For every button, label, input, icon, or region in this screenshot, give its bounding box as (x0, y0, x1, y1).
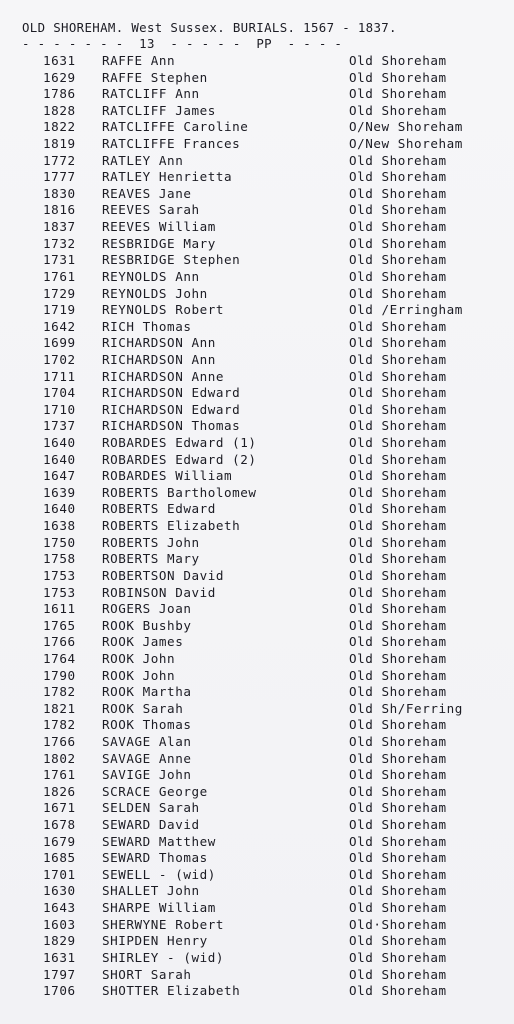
burial-name: SHERWYNE Robert (102, 916, 224, 932)
table-row (0, 850, 514, 867)
table-row (0, 767, 514, 784)
burial-name: REAVES Jane (102, 185, 192, 201)
burial-place: O/New Shoreham (349, 136, 463, 152)
burial-place: Old Shoreham (349, 866, 447, 882)
table-row (0, 967, 514, 984)
burial-place: Old Shoreham (349, 102, 447, 118)
burial-year: 1816 (43, 202, 76, 218)
burial-place: Old Shoreham (349, 983, 447, 999)
burial-year: 1671 (43, 800, 76, 816)
burial-year: 1640 (43, 451, 76, 467)
burial-name: ROBERTS Bartholomew (102, 484, 257, 500)
burial-year: 1731 (43, 252, 76, 268)
burial-name: ROOK Bushby (102, 617, 192, 633)
burial-year: 1737 (43, 418, 76, 434)
burial-name: REYNOLDS Ann (102, 268, 200, 284)
burial-name: ROBERTS John (102, 534, 200, 550)
burial-place: Old Shoreham (349, 285, 447, 301)
burial-place: Old Shoreham (349, 800, 447, 816)
burial-place: Old Shoreham (349, 418, 447, 434)
burial-name: RICHARDSON Ann (102, 351, 216, 367)
burial-name: SAVIGE John (102, 767, 192, 783)
table-row (0, 634, 514, 651)
table-row (0, 501, 514, 518)
burial-name: ROGERS Joan (102, 601, 192, 617)
burial-place: Old Shoreham (349, 385, 447, 401)
burial-year: 1766 (43, 634, 76, 650)
burial-year: 1758 (43, 551, 76, 567)
burial-place: Old·Shoreham (349, 916, 447, 932)
table-row (0, 385, 514, 402)
table-row (0, 518, 514, 535)
burial-place: Old Shoreham (349, 584, 447, 600)
burial-place: Old Shoreham (349, 69, 447, 85)
burial-place: Old Shoreham (349, 617, 447, 633)
burial-year: 1753 (43, 584, 76, 600)
burial-name: RATCLIFFE Caroline (102, 119, 249, 135)
table-row (0, 335, 514, 352)
burial-year: 1761 (43, 767, 76, 783)
table-row (0, 618, 514, 635)
burial-year: 1642 (43, 318, 76, 334)
burial-name: REYNOLDS Robert (102, 302, 224, 318)
table-row (0, 651, 514, 668)
burial-name: REYNOLDS John (102, 285, 208, 301)
burial-year: 1753 (43, 567, 76, 583)
burial-name: RICHARDSON Anne (102, 368, 224, 384)
burial-name: ROBARDES Edward (2) (102, 451, 257, 467)
table-row (0, 70, 514, 87)
burial-place: Old Shoreham (349, 202, 447, 218)
burial-year: 1702 (43, 351, 76, 367)
burial-year: 1777 (43, 169, 76, 185)
burial-place: O/New Shoreham (349, 119, 463, 135)
burial-name: SEWARD Thomas (102, 850, 208, 866)
table-row (0, 53, 514, 70)
burial-name: SHALLET John (102, 883, 200, 899)
burial-year: 1699 (43, 335, 76, 351)
dashes-left: - - - - - - - (22, 36, 124, 51)
burial-name: RATLEY Ann (102, 152, 184, 168)
burial-place: Old Shoreham (349, 185, 447, 201)
table-row (0, 784, 514, 801)
burial-place: Old Shoreham (349, 501, 447, 517)
burial-place: Old Shoreham (349, 817, 447, 833)
burial-year: 1603 (43, 916, 76, 932)
burial-year: 1685 (43, 850, 76, 866)
burial-year: 1611 (43, 601, 76, 617)
burial-year: 1828 (43, 102, 76, 118)
burial-year: 1819 (43, 136, 76, 152)
burial-place: Old Shoreham (349, 484, 447, 500)
burial-name: ROBARDES William (102, 468, 233, 484)
burial-year: 1643 (43, 900, 76, 916)
burial-name: SCRACE George (102, 783, 208, 799)
burial-name: SAVAGE Anne (102, 750, 192, 766)
burial-year: 1830 (43, 185, 76, 201)
burial-year: 1732 (43, 235, 76, 251)
table-row (0, 86, 514, 103)
burial-name: RATCLIFF James (102, 102, 216, 118)
burial-name: SEWELL - (wid) (102, 866, 216, 882)
burial-year: 1638 (43, 518, 76, 534)
burial-place: Old Shoreham (349, 601, 447, 617)
burial-place: Old Shoreham (349, 335, 447, 351)
burial-year: 1782 (43, 717, 76, 733)
burial-place: Old Shoreham (349, 650, 447, 666)
burial-year: 1802 (43, 750, 76, 766)
table-row (0, 103, 514, 120)
burial-year: 1631 (43, 949, 76, 965)
burial-place: Old Shoreham (349, 767, 447, 783)
burial-list (0, 53, 514, 1000)
burial-year: 1629 (43, 69, 76, 85)
page-number: 13 (139, 36, 155, 51)
burial-place: Old Shoreham (349, 750, 447, 766)
burial-place: Old Shoreham (349, 783, 447, 799)
table-row (0, 585, 514, 602)
burial-year: 1822 (43, 119, 76, 135)
table-row (0, 435, 514, 452)
burial-name: SELDEN Sarah (102, 800, 200, 816)
table-row (0, 734, 514, 751)
dashes-right: - - - - (287, 36, 343, 51)
table-row (0, 136, 514, 153)
burial-place: Old Shoreham (349, 900, 447, 916)
burial-place: Old Shoreham (349, 268, 447, 284)
table-row (0, 219, 514, 236)
burial-name: SEWARD David (102, 817, 200, 833)
burial-name: RICHARDSON Ann (102, 335, 216, 351)
burial-place: Old Shoreham (349, 883, 447, 899)
burial-name: RICH Thomas (102, 318, 192, 334)
burial-name: RATCLIFF Ann (102, 86, 200, 102)
burial-year: 1790 (43, 667, 76, 683)
table-row (0, 917, 514, 934)
burial-year: 1797 (43, 966, 76, 982)
burial-place: Old Shoreham (349, 152, 447, 168)
burial-name: RICHARDSON Edward (102, 385, 241, 401)
burial-place: Old Shoreham (349, 169, 447, 185)
page-subheader (22, 36, 502, 51)
table-row (0, 319, 514, 336)
table-row (0, 684, 514, 701)
burial-name: ROOK Sarah (102, 700, 184, 716)
burial-year: 1631 (43, 53, 76, 68)
dashes-mid: - - - - - (170, 36, 241, 51)
burial-year: 1711 (43, 368, 76, 384)
burial-year: 1640 (43, 435, 76, 451)
burial-place: Old Shoreham (349, 53, 447, 68)
table-row (0, 485, 514, 502)
table-row (0, 202, 514, 219)
burial-name: SHIPDEN Henry (102, 933, 208, 949)
burial-name: ROBERTS Elizabeth (102, 518, 241, 534)
burial-name: RESBRIDGE Mary (102, 235, 216, 251)
table-row (0, 468, 514, 485)
burial-name: SHARPE William (102, 900, 216, 916)
burial-year: 1701 (43, 866, 76, 882)
table-row (0, 867, 514, 884)
burial-year: 1678 (43, 817, 76, 833)
burial-year: 1750 (43, 534, 76, 550)
burial-year: 1679 (43, 833, 76, 849)
burial-place: Old Shoreham (349, 949, 447, 965)
table-row (0, 535, 514, 552)
burial-name: ROBINSON David (102, 584, 216, 600)
burial-place: Old Shoreham (349, 435, 447, 451)
burial-place: Old Shoreham (349, 219, 447, 235)
burial-place: Old Shoreham (349, 534, 447, 550)
table-row (0, 236, 514, 253)
table-row (0, 452, 514, 469)
table-row (0, 668, 514, 685)
table-row (0, 701, 514, 718)
table-row (0, 418, 514, 435)
burial-place: Old Shoreham (349, 401, 447, 417)
burial-name: ROOK John (102, 650, 176, 666)
burial-name: RATCLIFFE Frances (102, 136, 241, 152)
burial-place: Old Shoreham (349, 318, 447, 334)
burial-name: ROBERTSON David (102, 567, 224, 583)
burial-year: 1729 (43, 285, 76, 301)
burial-year: 1772 (43, 152, 76, 168)
table-row (0, 302, 514, 319)
burial-place: Old Shoreham (349, 667, 447, 683)
burial-name: ROOK Martha (102, 684, 192, 700)
burial-name: SHORT Sarah (102, 966, 192, 982)
burial-year: 1761 (43, 268, 76, 284)
burial-place: Old Shoreham (349, 717, 447, 733)
burial-place: Old Shoreham (349, 733, 447, 749)
burial-place: Old Shoreham (349, 933, 447, 949)
burial-place: Old Shoreham (349, 518, 447, 534)
table-row (0, 568, 514, 585)
burial-name: ROOK James (102, 634, 184, 650)
table-row (0, 186, 514, 203)
burial-name: ROBERTS Mary (102, 551, 200, 567)
burial-name: REEVES William (102, 219, 216, 235)
page-title: OLD SHOREHAM. West Sussex. BURIALS. 1567 - 1837. (22, 20, 397, 35)
table-row (0, 883, 514, 900)
burial-year: 1764 (43, 650, 76, 666)
burial-place: Old Shoreham (349, 684, 447, 700)
burial-year: 1710 (43, 401, 76, 417)
burial-name: SEWARD Matthew (102, 833, 216, 849)
table-row (0, 933, 514, 950)
burial-place: Old Shoreham (349, 235, 447, 251)
burial-name: SHIRLEY - (wid) (102, 949, 224, 965)
burial-name: RAFFE Stephen (102, 69, 208, 85)
table-row (0, 252, 514, 269)
burial-place: Old Shoreham (349, 351, 447, 367)
table-row (0, 369, 514, 386)
table-row (0, 601, 514, 618)
table-row (0, 153, 514, 170)
burial-name: ROBARDES Edward (1) (102, 435, 257, 451)
table-row (0, 269, 514, 286)
burial-year: 1630 (43, 883, 76, 899)
burial-year: 1765 (43, 617, 76, 633)
burial-place: Old Shoreham (349, 551, 447, 567)
burial-place: Old Shoreham (349, 451, 447, 467)
burial-name: RATLEY Henrietta (102, 169, 233, 185)
burial-year: 1837 (43, 219, 76, 235)
burial-name: ROOK John (102, 667, 176, 683)
burial-place: Old Shoreham (349, 468, 447, 484)
burial-place: Old Shoreham (349, 966, 447, 982)
burial-name: SAVAGE Alan (102, 733, 192, 749)
burial-year: 1826 (43, 783, 76, 799)
table-row (0, 717, 514, 734)
burial-name: SHOTTER Elizabeth (102, 983, 241, 999)
burial-place: Old Shoreham (349, 634, 447, 650)
table-row (0, 352, 514, 369)
burial-year: 1704 (43, 385, 76, 401)
burial-name: RESBRIDGE Stephen (102, 252, 241, 268)
burial-year: 1829 (43, 933, 76, 949)
table-row (0, 286, 514, 303)
burial-place: Old Shoreham (349, 850, 447, 866)
table-row (0, 800, 514, 817)
table-row (0, 169, 514, 186)
pp-label: PP (256, 36, 272, 51)
table-row (0, 402, 514, 419)
burial-place: Old Shoreham (349, 368, 447, 384)
burial-name: ROBERTS Edward (102, 501, 216, 517)
burial-name: RICHARDSON Edward (102, 401, 241, 417)
burial-place: Old Shoreham (349, 833, 447, 849)
burial-name: ROOK Thomas (102, 717, 192, 733)
table-row (0, 900, 514, 917)
burial-year: 1640 (43, 501, 76, 517)
burial-place: Old Shoreham (349, 567, 447, 583)
table-row (0, 551, 514, 568)
burial-year: 1782 (43, 684, 76, 700)
burial-year: 1706 (43, 983, 76, 999)
burial-year: 1766 (43, 733, 76, 749)
burial-place: Old Sh/Ferring (349, 700, 463, 716)
table-row (0, 817, 514, 834)
burial-place: Old Shoreham (349, 86, 447, 102)
burial-year: 1786 (43, 86, 76, 102)
burial-year: 1639 (43, 484, 76, 500)
table-row (0, 751, 514, 768)
table-row (0, 834, 514, 851)
burial-place: Old Shoreham (349, 252, 447, 268)
burial-year: 1719 (43, 302, 76, 318)
burial-year: 1821 (43, 700, 76, 716)
table-row (0, 119, 514, 136)
table-row (0, 950, 514, 967)
burial-name: RICHARDSON Thomas (102, 418, 241, 434)
burial-name: REEVES Sarah (102, 202, 200, 218)
burial-place: Old /Erringham (349, 302, 463, 318)
burial-year: 1647 (43, 468, 76, 484)
burial-name: RAFFE Ann (102, 53, 176, 68)
table-row (0, 983, 514, 1000)
